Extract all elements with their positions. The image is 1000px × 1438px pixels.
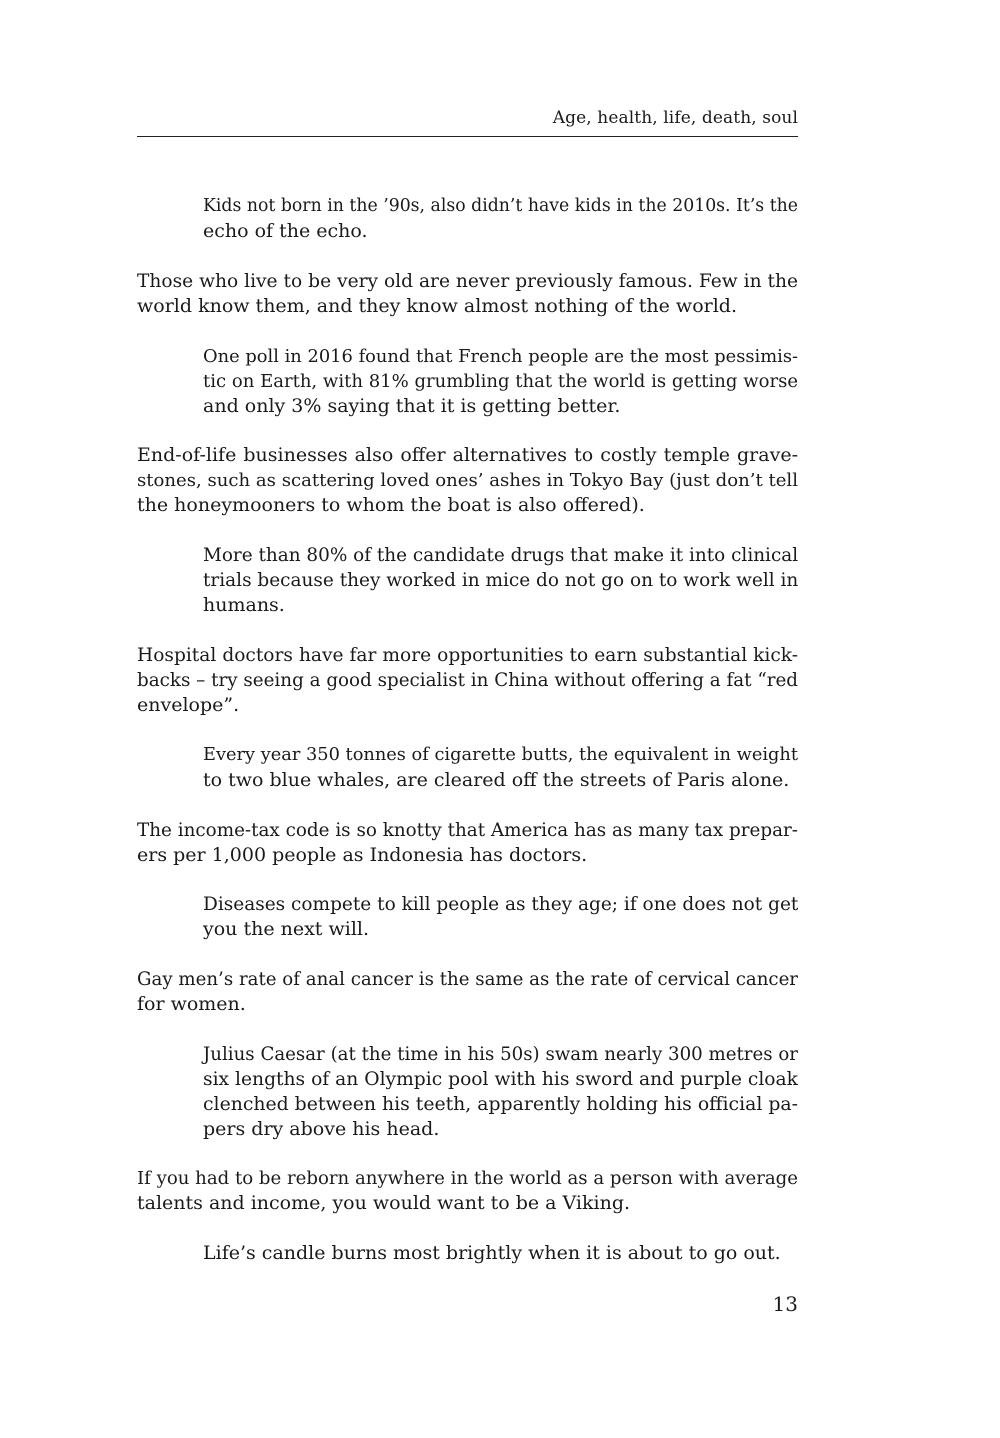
body-paragraph-10 bbox=[137, 967, 798, 1017]
paragraph-line: humans. bbox=[203, 594, 285, 616]
paragraph-line: clenched between his teeth, apparently holding his official pa- bbox=[203, 1094, 798, 1115]
paragraph-line: stones, such as scattering loved ones’ ashes in Tokyo Bay (just don’t tell bbox=[137, 470, 798, 491]
page-number: 13 bbox=[772, 1292, 798, 1316]
header-rule bbox=[137, 136, 798, 137]
paragraph-line: the honeymooners to whom the boat is also offered). bbox=[137, 494, 645, 516]
paragraph-line: to two blue whales, are cleared off the streets of Paris alone. bbox=[203, 769, 790, 791]
paragraph-line: Those who live to be very old are never previously famous. Few in the bbox=[137, 271, 798, 292]
paragraph-line: Kids not born in the ’90s, also didn’t have kids in the 2010s. It’s the bbox=[203, 196, 798, 216]
paragraph-line: One poll in 2016 found that French people are the most pessimis- bbox=[203, 346, 798, 367]
paragraph-line: and only 3% saying that it is getting better. bbox=[203, 395, 621, 417]
paragraph-line: Life’s candle burns most brightly when it is about to go out. bbox=[203, 1242, 781, 1264]
paragraph-line: Diseases compete to kill people as they age; if one does not get bbox=[203, 894, 799, 915]
paragraph-line: talents and income, you would want to be a Viking. bbox=[137, 1192, 631, 1214]
paragraph-line: Hospital doctors have far more opportunities to earn substantial kick- bbox=[137, 645, 798, 666]
quote-paragraph-7 bbox=[203, 743, 798, 793]
body-paragraph-8 bbox=[137, 818, 798, 868]
paragraph-line: envelope”. bbox=[137, 694, 240, 716]
body-paragraph-6 bbox=[137, 643, 798, 718]
paragraph-line: for women. bbox=[137, 993, 246, 1015]
paragraph-line: More than 80% of the candidate drugs that make it into clinical bbox=[203, 545, 799, 566]
body-paragraph-4 bbox=[137, 443, 798, 518]
paragraph-line: Every year 350 tonnes of cigarette butts, the equivalent in weight bbox=[203, 745, 798, 765]
paragraph-line: pers dry above his head. bbox=[203, 1118, 440, 1140]
paragraph-line: tic on Earth, with 81% grumbling that the world is getting worse bbox=[203, 371, 798, 392]
paragraph-line: six lengths of an Olympic pool with his sword and purple cloak bbox=[203, 1069, 798, 1090]
quote-paragraph-11 bbox=[203, 1042, 798, 1142]
paragraph-line: you the next will. bbox=[203, 918, 370, 940]
running-head: Age, health, life, death, soul bbox=[552, 108, 798, 128]
quote-paragraph-1 bbox=[203, 194, 798, 244]
paragraph-line: Gay men’s rate of anal cancer is the same as the rate of cervical cancer bbox=[137, 969, 798, 990]
paragraph-line: world know them, and they know almost nothing of the world. bbox=[137, 295, 737, 317]
paragraph-line: echo of the echo. bbox=[203, 220, 368, 242]
quote-paragraph-5 bbox=[203, 543, 798, 618]
quote-paragraph-13 bbox=[203, 1241, 798, 1266]
body-paragraph-12 bbox=[137, 1166, 798, 1216]
paragraph-line: backs – try seeing a good specialist in China without offering a fat “red bbox=[137, 670, 798, 691]
quote-paragraph-9 bbox=[203, 892, 798, 942]
quote-paragraph-3 bbox=[203, 344, 798, 419]
paragraph-line: The income-tax code is so knotty that America has as many tax prepar- bbox=[137, 820, 798, 841]
paragraph-line: ers per 1,000 people as Indonesia has doctors. bbox=[137, 844, 588, 866]
body-paragraph-2 bbox=[137, 269, 798, 319]
paragraph-line: If you had to be reborn anywhere in the world as a person with average bbox=[137, 1168, 798, 1189]
paragraph-line: trials because they worked in mice do not go on to work well in bbox=[203, 570, 799, 591]
paragraph-line: End-of-life businesses also offer alternatives to costly temple grave- bbox=[137, 444, 798, 466]
paragraph-line: Julius Caesar (at the time in his 50s) swam nearly 300 metres or bbox=[203, 1044, 798, 1065]
